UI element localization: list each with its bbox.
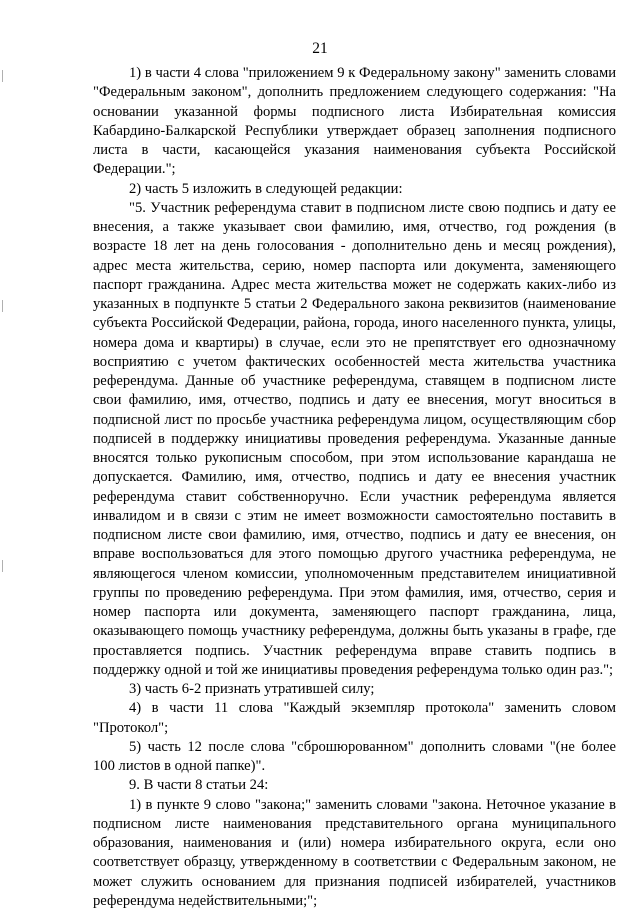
paragraph-item-4: 4) в части 11 слова "Каждый экземпляр протокола" заменить словом "Протокол"; [93,699,616,738]
paragraph-section-9-item-1: 1) в пункте 9 слово "закона;" заменить словами "закона. Неточное указание в подписном листе наименования представительного органа муниципального образования, наименования и (или) номера избирательного округа, если оно соответствует образцу, утвержденному в соответствии с Федеральным законом, не может служить основанием для признания подписей избирателей, участников референдума недействительными;"; [93,796,616,911]
page-number: 21 [0,40,640,58]
document-body [93,64,616,911]
paragraph-item-5: 5) часть 12 после слова "сброшюрованном" дополнить словами "(не более 100 листов в одной папке)". [93,738,616,777]
scan-edge-mark [2,560,3,572]
paragraph-item-1: 1) в части 4 слова "приложением 9 к Федеральному закону" заменить словами "Федеральным законом", дополнить предложением следующего содержания: "На основании указанной формы подписного листа Избирательная комиссия Кабардино-Балкарской Республики утверждает образец заполнения подписного листа в части, касающейся указания наименования субъекта Российской Федерации."; [93,64,616,180]
paragraph-section-9: 9. В части 8 статьи 24: [93,776,616,795]
scan-edge-mark [2,70,3,82]
scan-edge-mark [2,300,3,312]
paragraph-item-3: 3) часть 6-2 признать утратившей силу; [93,680,616,699]
paragraph-article-5-text: "5. Участник референдума ставит в подписном листе свою подпись и дату ее внесения, а также указывает свои фамилию, имя, отчество, год рождения (в возрасте 18 лет на день голосования - дополнительно день и месяц рождения), адрес места жительства, серию, номер паспорта или документа, заменяющего паспорт гражданина. Адрес места жительства может не содержать каких-либо из указанных в подпункте 5 статьи 2 Федерального закона реквизитов (наименование субъекта Российской Федерации, района, города, иного населенного пункта, улицы, номера дома и квартиры) в случае, если это не препятствует его однозначному восприятию с учетом фактических особенностей места жительства участника референдума. Данные об участнике референдума, ставящем в подписном листе свои фамилию, имя, отчество, подпись и дату ее внесения, могут вноситься в подписной лист по просьбе участника референдума лицом, осуществляющим сбор подписей в поддержку инициативы проведения референдума. Указанные данные вносятся только рукописным способом, при этом использование карандаша не допускается. Фамилию, имя, отчество, подпись и дату ее внесения участник референдума ставит собственноручно. Если участник референдума является инвалидом и в связи с этим не имеет возможности самостоятельно поставить в подписном листе свои фамилию, имя, отчество, подпись и дату ее внесения, он вправе воспользоваться для этого помощью другого участника референдума, не являющегося членом комиссии, уполномоченным представителем инициативной группы по проведению референдума. При этом фамилия, имя, отчество, серия и номер паспорта или документа, заменяющего паспорт гражданина, лица, оказывающего помощь участнику референдума, должны быть указаны в графе, где проставляется подпись. Участник референдума вправе ставить подпись в поддержку одной и той же инициативы проведения референдума только один раз."; [93,199,616,680]
paragraph-item-2: 2) часть 5 изложить в следующей редакции: [93,180,616,199]
